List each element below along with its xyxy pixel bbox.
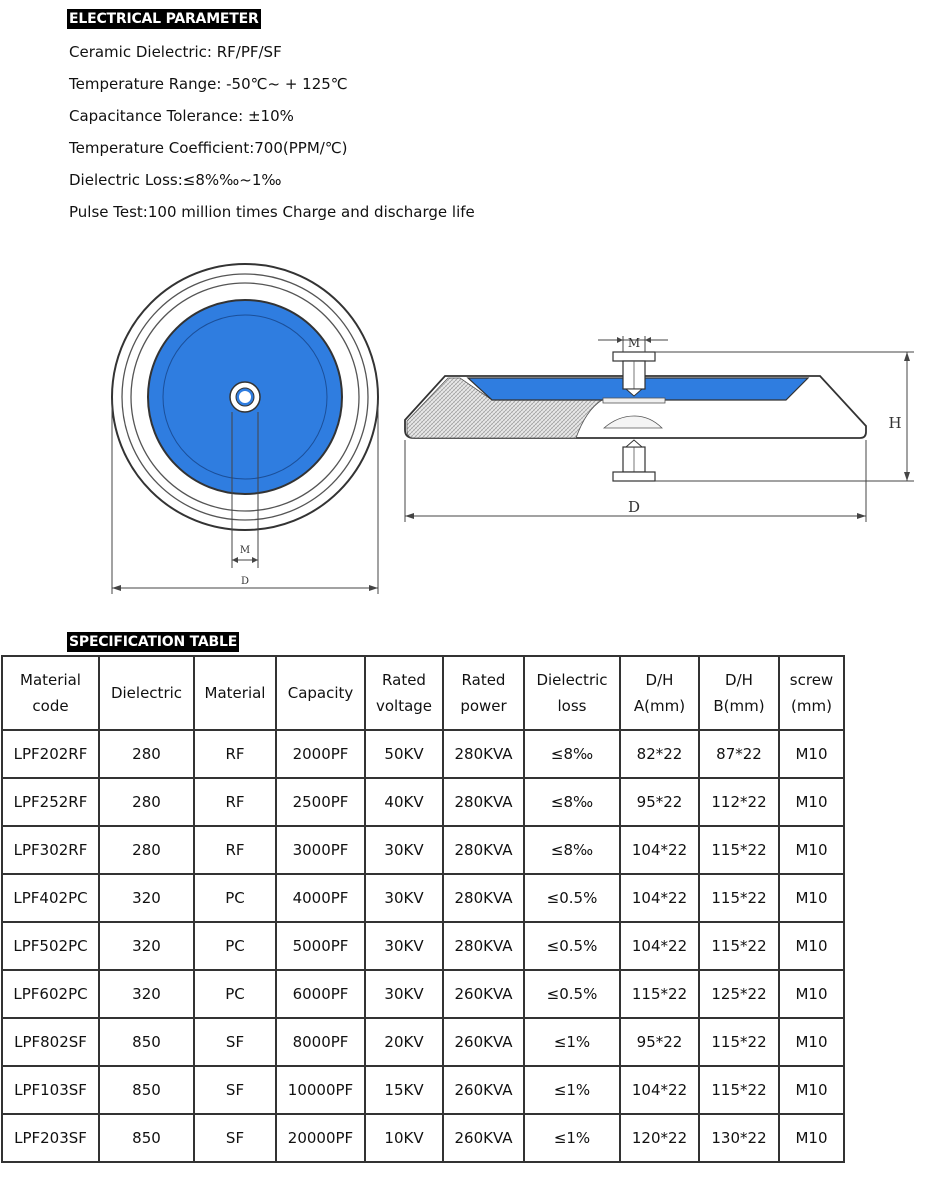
- cell-dielectric: 320: [99, 874, 194, 922]
- cell-rated-voltage: 30KV: [365, 970, 443, 1018]
- header-dh-a: D/H A(mm): [620, 656, 699, 730]
- cell-dielectric-loss: ≤1%: [524, 1114, 620, 1162]
- param-temperature-range: Temperature Range: -50℃~ + 125℃: [69, 75, 348, 93]
- cell-rated-voltage: 50KV: [365, 730, 443, 778]
- cell-dh-b: 130*22: [699, 1114, 779, 1162]
- cell-material-code: LPF802SF: [2, 1018, 99, 1066]
- cell-rated-voltage: 30KV: [365, 922, 443, 970]
- cell-material-code: LPF252RF: [2, 778, 99, 826]
- table-row: [2, 730, 844, 778]
- cell-dielectric-loss: ≤1%: [524, 1066, 620, 1114]
- cell-dh-b: 125*22: [699, 970, 779, 1018]
- header-material-code: Material code: [2, 656, 99, 730]
- cell-dielectric: 320: [99, 970, 194, 1018]
- cell-dielectric-loss: ≤1%: [524, 1018, 620, 1066]
- table-row: [2, 1066, 844, 1114]
- capacitor-drawings: [0, 240, 930, 600]
- cell-dh-b: 112*22: [699, 778, 779, 826]
- cell-dh-b: 87*22: [699, 730, 779, 778]
- cell-capacity: 4000PF: [276, 874, 365, 922]
- cell-dielectric: 850: [99, 1114, 194, 1162]
- cell-rated-power: 260KVA: [443, 970, 524, 1018]
- cell-material-code: LPF402PC: [2, 874, 99, 922]
- cell-capacity: 2500PF: [276, 778, 365, 826]
- cell-material: PC: [194, 874, 276, 922]
- cell-rated-power: 280KVA: [443, 826, 524, 874]
- cell-rated-power: 280KVA: [443, 874, 524, 922]
- cell-material: RF: [194, 730, 276, 778]
- cell-material: PC: [194, 922, 276, 970]
- header-rated-voltage: Rated voltage: [365, 656, 443, 730]
- cell-material: SF: [194, 1018, 276, 1066]
- cell-rated-voltage: 10KV: [365, 1114, 443, 1162]
- cell-screw: M10: [779, 826, 844, 874]
- cell-dh-a: 95*22: [620, 1018, 699, 1066]
- cell-capacity: 3000PF: [276, 826, 365, 874]
- header-capacity: Capacity: [276, 656, 365, 730]
- cell-dielectric-loss: ≤0.5%: [524, 970, 620, 1018]
- cell-material: PC: [194, 970, 276, 1018]
- table-header-row: [2, 656, 844, 730]
- cell-capacity: 5000PF: [276, 922, 365, 970]
- cell-material-code: LPF602PC: [2, 970, 99, 1018]
- cell-dh-a: 115*22: [620, 970, 699, 1018]
- cell-dielectric: 320: [99, 922, 194, 970]
- cell-material: SF: [194, 1114, 276, 1162]
- cell-dh-a: 104*22: [620, 874, 699, 922]
- side-view-drawing: [405, 336, 914, 522]
- cell-dielectric-loss: ≤8‰: [524, 730, 620, 778]
- cell-screw: M10: [779, 730, 844, 778]
- cell-rated-power: 280KVA: [443, 778, 524, 826]
- side-h-label: H: [888, 414, 902, 432]
- header-dielectric: Dielectric: [99, 656, 194, 730]
- header-rated-power: Rated power: [443, 656, 524, 730]
- header-screw: screw (mm): [779, 656, 844, 730]
- param-temperature-coefficient: Temperature Coefficient:700(PPM/℃): [69, 139, 348, 157]
- cell-dielectric-loss: ≤8‰: [524, 778, 620, 826]
- table-row: [2, 1114, 844, 1162]
- cell-dh-b: 115*22: [699, 922, 779, 970]
- cell-screw: M10: [779, 970, 844, 1018]
- cell-screw: M10: [779, 874, 844, 922]
- cell-dh-a: 104*22: [620, 922, 699, 970]
- header-material: Material: [194, 656, 276, 730]
- cell-rated-power: 260KVA: [443, 1114, 524, 1162]
- cell-capacity: 6000PF: [276, 970, 365, 1018]
- cell-dh-a: 82*22: [620, 730, 699, 778]
- cell-dielectric-loss: ≤8‰: [524, 826, 620, 874]
- param-capacitance-tolerance: Capacitance Tolerance: ±10%: [69, 107, 294, 125]
- cell-rated-power: 280KVA: [443, 922, 524, 970]
- cell-screw: M10: [779, 1066, 844, 1114]
- cell-screw: M10: [779, 922, 844, 970]
- cell-dh-b: 115*22: [699, 1066, 779, 1114]
- table-row: [2, 874, 844, 922]
- cell-material: SF: [194, 1066, 276, 1114]
- cell-material-code: LPF502PC: [2, 922, 99, 970]
- cell-dielectric: 280: [99, 778, 194, 826]
- cell-rated-voltage: 20KV: [365, 1018, 443, 1066]
- table-row: [2, 922, 844, 970]
- cell-dh-a: 95*22: [620, 778, 699, 826]
- table-row: [2, 778, 844, 826]
- cell-rated-power: 260KVA: [443, 1066, 524, 1114]
- cell-capacity: 2000PF: [276, 730, 365, 778]
- cell-dielectric: 280: [99, 826, 194, 874]
- cell-dh-b: 115*22: [699, 826, 779, 874]
- cell-screw: M10: [779, 778, 844, 826]
- table-row: [2, 1018, 844, 1066]
- param-ceramic-dielectric: Ceramic Dielectric: RF/PF/SF: [69, 43, 282, 61]
- front-view-drawing: [112, 264, 378, 594]
- cell-material: RF: [194, 778, 276, 826]
- table-body: [2, 730, 844, 1162]
- cell-capacity: 10000PF: [276, 1066, 365, 1114]
- param-pulse-test: Pulse Test:100 million times Charge and discharge life: [69, 203, 475, 221]
- cell-rated-power: 280KVA: [443, 730, 524, 778]
- cell-rated-voltage: 30KV: [365, 826, 443, 874]
- cell-material-code: LPF202RF: [2, 730, 99, 778]
- table-row: [2, 970, 844, 1018]
- front-m-label: M: [239, 545, 251, 556]
- cell-dielectric-loss: ≤0.5%: [524, 922, 620, 970]
- cell-dh-b: 115*22: [699, 1018, 779, 1066]
- cell-dh-b: 115*22: [699, 874, 779, 922]
- front-d-label: D: [240, 576, 250, 587]
- cell-capacity: 8000PF: [276, 1018, 365, 1066]
- electrical-parameter-heading: ELECTRICAL PARAMETER: [69, 11, 259, 27]
- cell-screw: M10: [779, 1114, 844, 1162]
- cell-dh-a: 104*22: [620, 826, 699, 874]
- cell-rated-voltage: 15KV: [365, 1066, 443, 1114]
- cell-dielectric: 280: [99, 730, 194, 778]
- specification-table: [1, 655, 845, 1163]
- cell-rated-voltage: 30KV: [365, 874, 443, 922]
- cell-screw: M10: [779, 1018, 844, 1066]
- cell-material-code: LPF103SF: [2, 1066, 99, 1114]
- cell-dh-a: 104*22: [620, 1066, 699, 1114]
- cell-dielectric: 850: [99, 1018, 194, 1066]
- cell-material: RF: [194, 826, 276, 874]
- cell-dielectric: 850: [99, 1066, 194, 1114]
- cell-material-code: LPF302RF: [2, 826, 99, 874]
- header-dh-b: D/H B(mm): [699, 656, 779, 730]
- cell-material-code: LPF203SF: [2, 1114, 99, 1162]
- side-m-label: M: [627, 336, 641, 350]
- cell-rated-power: 260KVA: [443, 1018, 524, 1066]
- cell-rated-voltage: 40KV: [365, 778, 443, 826]
- param-dielectric-loss: Dielectric Loss:≤8%‰~1‰: [69, 171, 282, 189]
- table-row: [2, 826, 844, 874]
- header-dielectric-loss: Dielectric loss: [524, 656, 620, 730]
- cell-dielectric-loss: ≤0.5%: [524, 874, 620, 922]
- specification-table-heading: SPECIFICATION TABLE: [69, 634, 238, 650]
- cell-dh-a: 120*22: [620, 1114, 699, 1162]
- side-d-label: D: [627, 498, 641, 516]
- cell-capacity: 20000PF: [276, 1114, 365, 1162]
